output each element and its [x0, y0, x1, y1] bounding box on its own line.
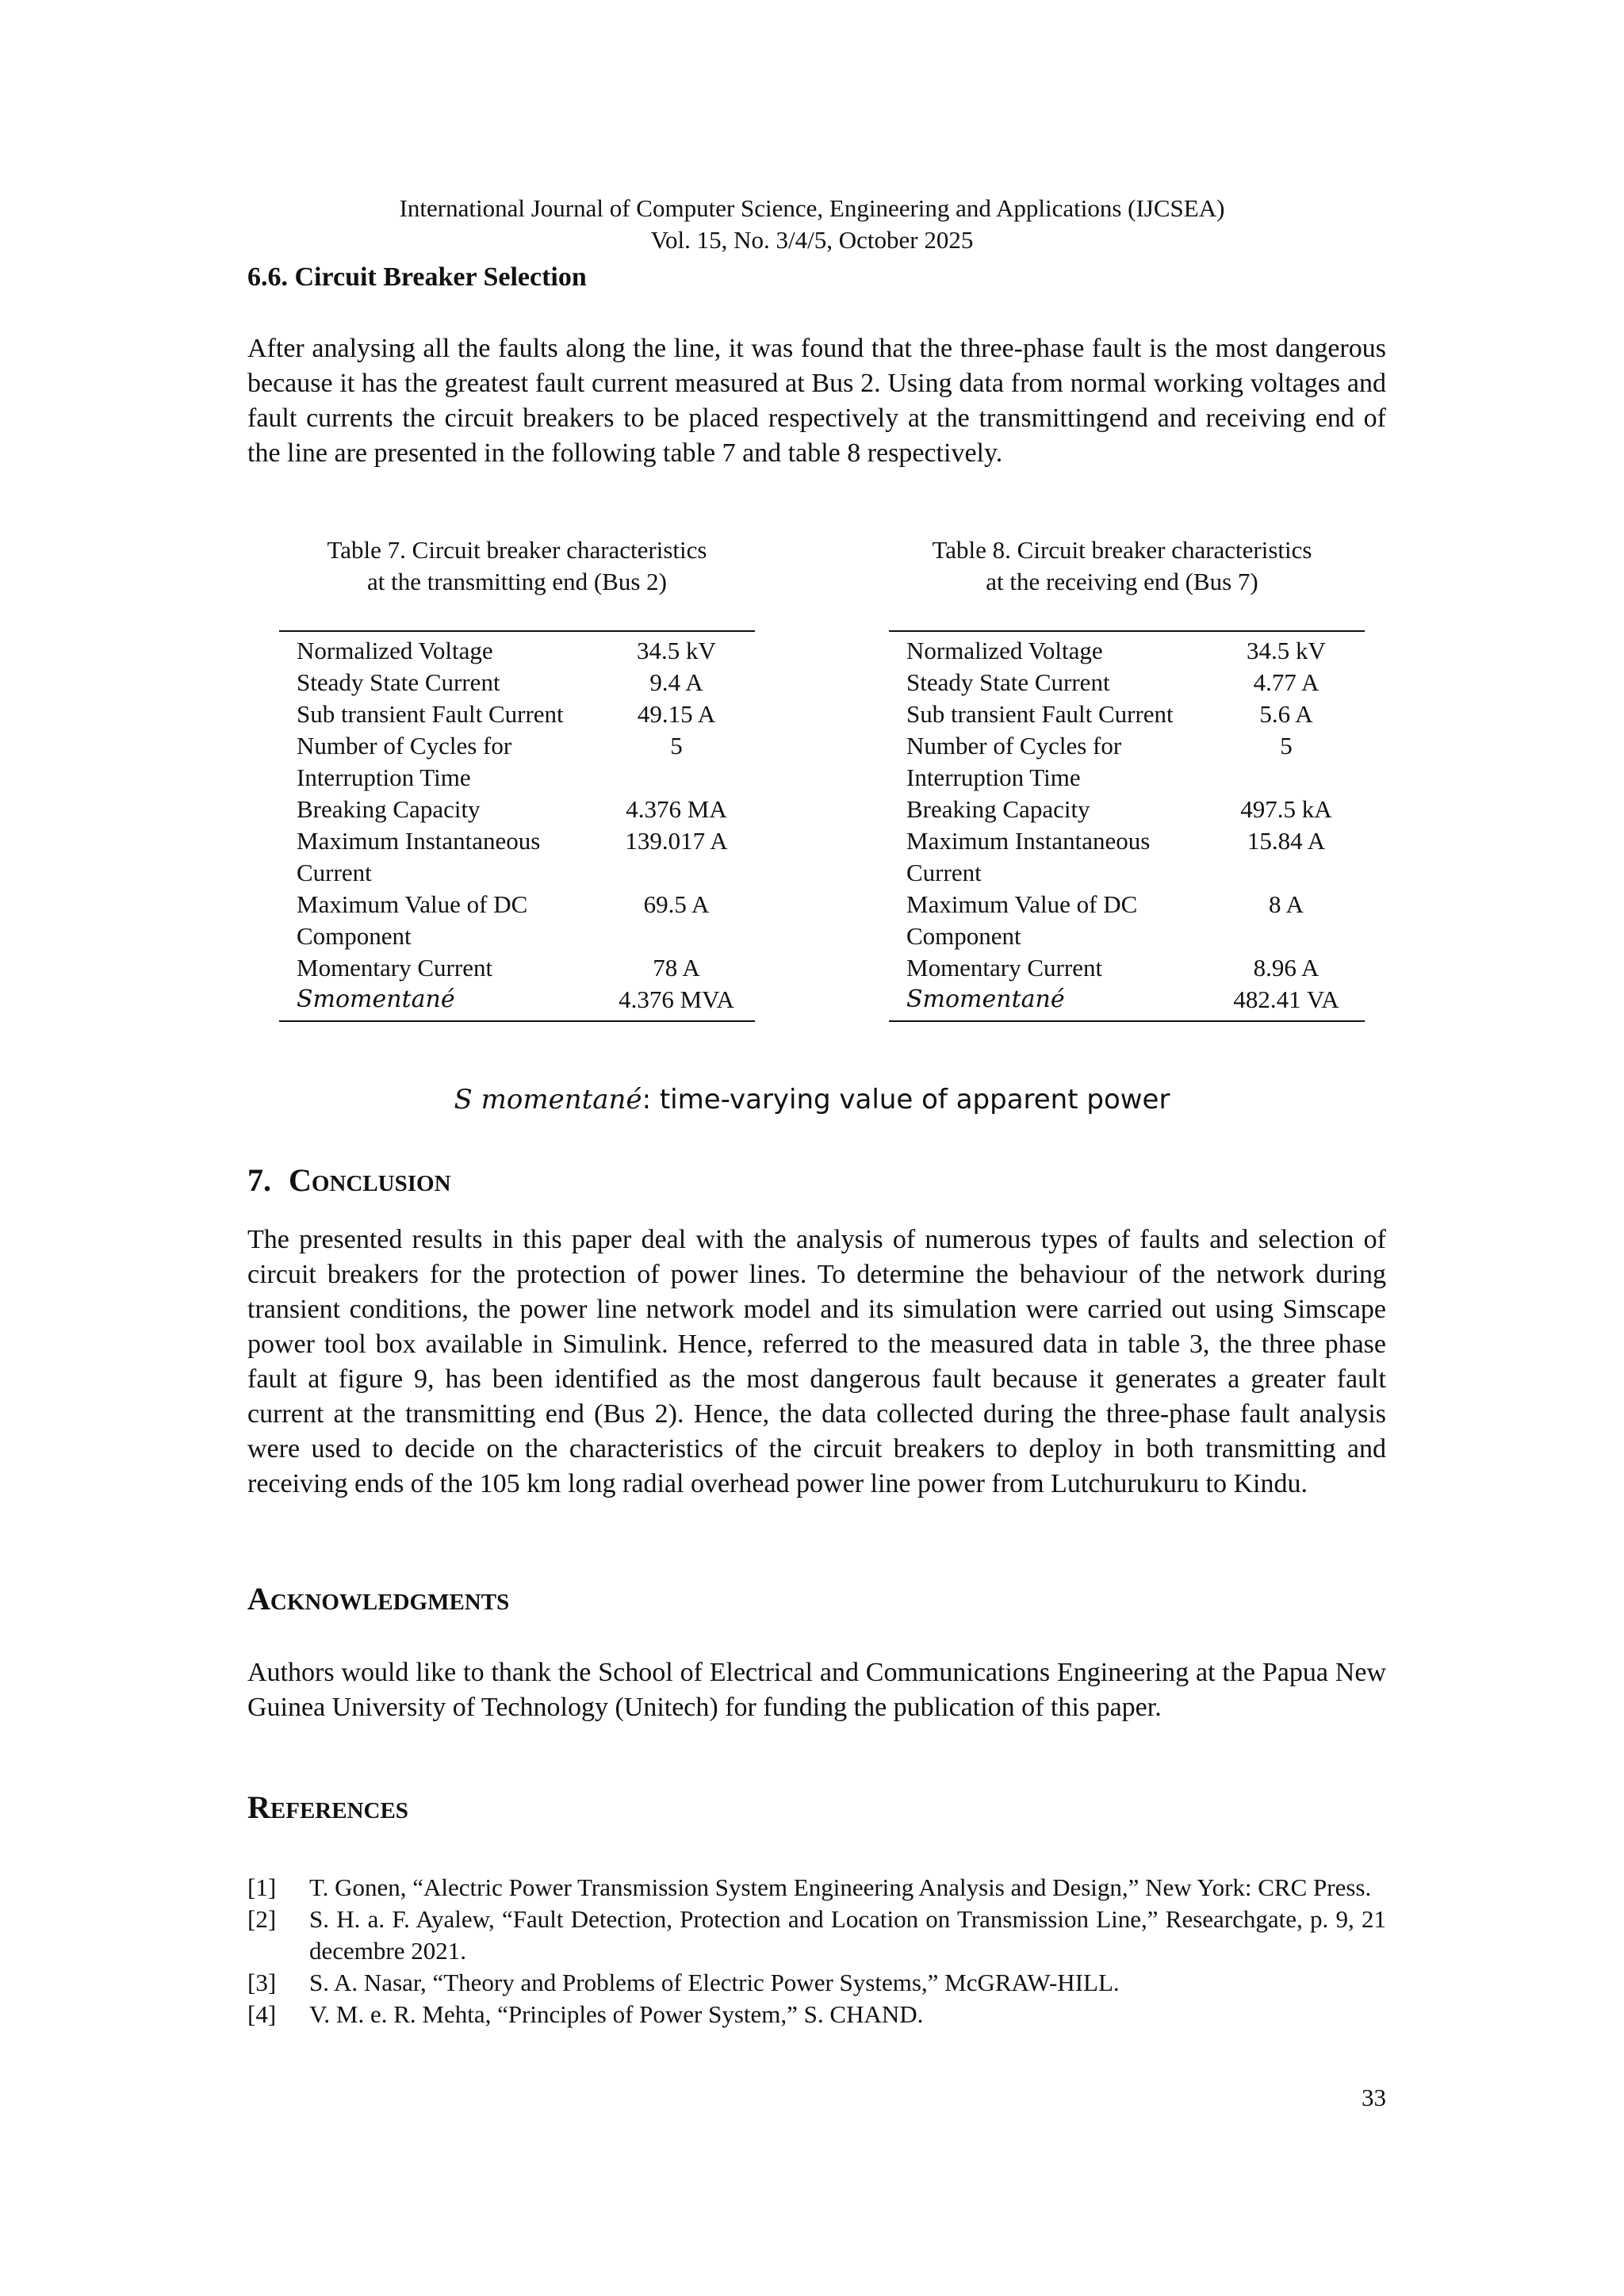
row-value: 5 [670, 732, 683, 760]
row-value: 49.15 A [637, 700, 716, 728]
row-value: 8 A [1269, 890, 1304, 918]
row-label: Maximum Instantaneous Current [906, 827, 1151, 886]
conclusion-paragraph: The presented results in this paper deal with the analysis of numerous types of faults and selection of circuit breakers for the protection of power lines. To determine the behaviour of the network during transient conditions, the power line network model and its simulation were carried out using Simscape power tool box available in Simulink. Hence, referred to the measured data in table 3, the three phase fault at figure 9, has been identified as the most dangerous fault because it generates a greater fault current at the transmitting end (Bus 2). Hence, the data collected during the three-phase fault analysis were used to decide on the characteristics of the circuit breakers to deploy in both transmitting and receiving ends of the 105 km long radial overhead power line power from Lutchurukuru to Kindu. [247, 1225, 1386, 1498]
references-title: REFERENCES [247, 1789, 408, 1825]
row-value: 5 [1280, 732, 1293, 760]
row-value: 139.017 A [625, 827, 728, 855]
table-row [889, 889, 1365, 952]
table-row [889, 631, 1365, 667]
reference-number: [2] [247, 1905, 277, 1933]
reference-item [247, 1904, 1386, 1967]
reference-text: T. Gonen, “Alectric Power Transmission System Engineering Analysis and Design,” New York: CRC Press. [309, 1873, 1372, 1901]
row-label: Breaking Capacity [297, 795, 481, 823]
row-label: Normalized Voltage [297, 637, 493, 664]
reference-text: S. A. Nasar, “Theory and Problems of Electric Power Systems,” McGRAW-HILL. [309, 1969, 1120, 1996]
table-row [279, 631, 755, 667]
table-row [279, 730, 755, 794]
row-label: Breaking Capacity [906, 795, 1090, 823]
row-label: Maximum Value of DC Component [906, 890, 1138, 950]
row-label: 𝑆𝑚𝑜𝑚𝑒𝑛𝑡𝑎𝑛é [297, 985, 455, 1013]
table-row [889, 794, 1365, 825]
table-7-caption-line2: at the transmitting end (Bus 2) [367, 568, 667, 595]
subsection-heading-6-6: 6.6. Circuit Breaker Selection [247, 262, 587, 292]
row-value: 497.5 kA [1240, 795, 1332, 823]
section-heading-conclusion [247, 1161, 451, 1199]
table-7 [279, 630, 755, 1022]
row-label: Sub transient Fault Current [297, 700, 564, 728]
table-7-caption-line1: Table 7. Circuit breaker characteristics [327, 536, 707, 564]
row-value: 8.96 A [1253, 954, 1320, 982]
row-value: 34.5 kV [1247, 637, 1326, 664]
table-footnote [0, 1084, 1624, 1115]
row-value: 4.376 MVA [619, 985, 734, 1013]
row-label: Steady State Current [906, 668, 1110, 696]
references-list [247, 1872, 1386, 2030]
reference-item [247, 1999, 1386, 2030]
journal-header [0, 193, 1624, 256]
journal-issue: Vol. 15, No. 3/4/5, October 2025 [650, 226, 974, 254]
table-row [279, 825, 755, 889]
reference-number: [4] [247, 2000, 277, 2028]
row-label: Number of Cycles for Interruption Time [906, 732, 1122, 791]
table-8-caption-line1: Table 8. Circuit breaker characteristics [932, 536, 1312, 564]
table-7-caption [279, 534, 755, 598]
row-value: 78 A [653, 954, 700, 982]
reference-item [247, 1872, 1386, 1904]
table-row [279, 889, 755, 952]
table-row [279, 794, 755, 825]
row-label: Normalized Voltage [906, 637, 1103, 664]
row-label: 𝑆𝑚𝑜𝑚𝑒𝑛𝑡𝑎𝑛é [906, 985, 1065, 1013]
footnote-symbol: 𝑆 𝑚𝑜𝑚𝑒𝑛𝑡𝑎𝑛é [454, 1084, 642, 1115]
row-value: 482.41 VA [1233, 985, 1339, 1013]
row-label: Number of Cycles for Interruption Time [297, 732, 512, 791]
row-label: Momentary Current [906, 954, 1103, 982]
circuit-breaker-paragraph: After analysing all the faults along the line, it was found that the three-phase fault is the most dangerous because it has the greatest fault current measured at Bus 2. Using data from normal working voltages and fault currents the circuit breakers to be placed respectively at the transmittingend and receiving end of the line are presented in the following table 7 and table 8 respectively. [247, 334, 1386, 468]
reference-number: [3] [247, 1969, 277, 1996]
row-label: Maximum Instantaneous Current [297, 827, 541, 886]
footnote-text: : time-varying value of apparent power [642, 1084, 1170, 1115]
row-label: Steady State Current [297, 668, 500, 696]
table-row [889, 952, 1365, 984]
table-row [889, 825, 1365, 889]
section-title: CONCLUSION [289, 1162, 451, 1198]
reference-number: [1] [247, 1873, 277, 1901]
table-row [889, 984, 1365, 1021]
table-row [279, 698, 755, 730]
acknowledgments-paragraph: Authors would like to thank the School of Electrical and Communications Engineering at the Papua New Guinea University of Technology (Unitech) for funding the publication of this paper. [247, 1658, 1386, 1722]
row-value: 9.4 A [649, 668, 703, 696]
table-8-caption [884, 534, 1360, 598]
row-label: Sub transient Fault Current [906, 700, 1174, 728]
table-8 [889, 630, 1365, 1022]
table-row [279, 667, 755, 698]
table-row [889, 730, 1365, 794]
reference-item [247, 1967, 1386, 1999]
row-value: 4.77 A [1253, 668, 1320, 696]
journal-title: International Journal of Computer Science, Engineering and Applications (IJCSEA) [399, 194, 1225, 222]
row-value: 5.6 A [1259, 700, 1313, 728]
table-row [889, 667, 1365, 698]
references-heading [247, 1789, 408, 1826]
row-value: 4.376 MA [626, 795, 727, 823]
row-value: 69.5 A [643, 890, 710, 918]
row-value: 15.84 A [1247, 827, 1326, 855]
table-row [889, 698, 1365, 730]
acknowledgments-title: ACKNOWLEDGMENTS [247, 1581, 510, 1617]
page-number: 33 [1362, 2084, 1386, 2111]
table-row [279, 984, 755, 1021]
section-number: 7. [247, 1162, 271, 1198]
row-label: Maximum Value of DC Component [297, 890, 528, 950]
table-8-caption-line2: at the receiving end (Bus 7) [986, 568, 1258, 595]
reference-text: S. H. a. F. Ayalew, “Fault Detection, Protection and Location on Transmission Line,” Researchgate, p. 9, 21 decembre 2021. [309, 1905, 1386, 1965]
row-value: 34.5 kV [637, 637, 716, 664]
table-row [279, 952, 755, 984]
acknowledgments-heading [247, 1580, 509, 1617]
reference-text: V. M. e. R. Mehta, “Principles of Power System,” S. CHAND. [309, 2000, 924, 2028]
row-label: Momentary Current [297, 954, 493, 982]
